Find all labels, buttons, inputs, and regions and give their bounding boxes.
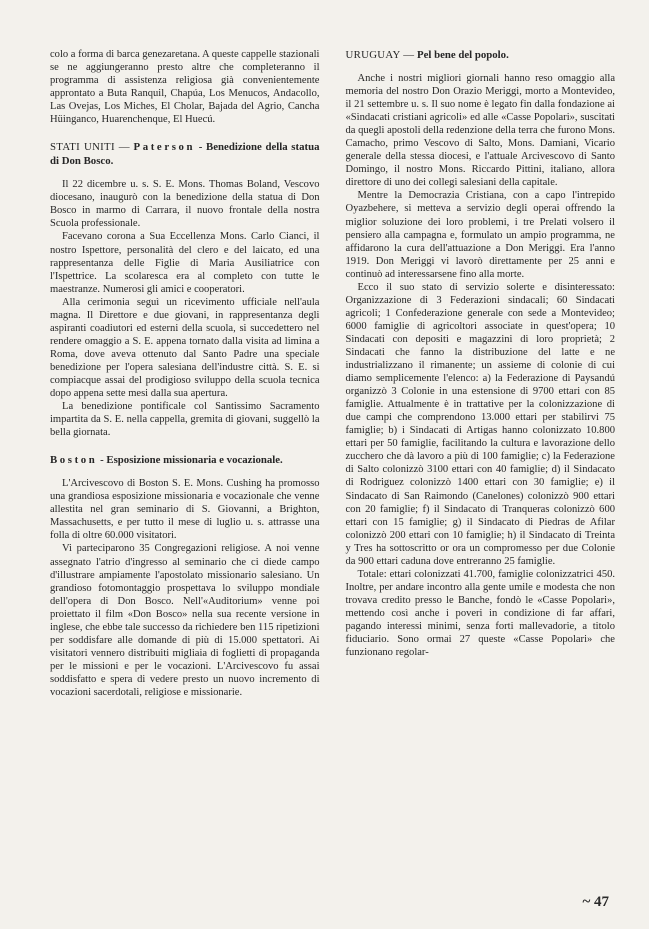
paragraph: Il 22 dicembre u. s. S. E. Mons. Thomas Boland, Vescovo diocesano, inaugurò con la benedizione della statua di Don Bosco in marmo di Carrara, il nuovo frontale della nostra Scuola professionale.: [50, 179, 320, 230]
paragraph: Totale: ettari colonizzati 41.700, famiglie colonizzatrici 450. Inoltre, per andare incontro alla gente umile e modesta che non trovava credito presso le Banche, fondò le «Casse Popolari», mettendo così anche i poveri in condizione di far affari, pagando interessi minimi, senza forti mallevadorie, a titolo fiduciario. Sono ormai 27 queste «Casse Popolari» che funzionano regolar-: [345, 568, 615, 659]
section-heading-stati-uniti-paterson: [50, 140, 320, 168]
paragraph: Vi parteciparono 35 Congregazioni religiose. A noi venne assegnato l'atrio d'ingresso al seminario che ci diede campo d'illustrare ampiamente l'apostolato missionario salesiano. Un grandioso fotomontaggio prospettava lo sviluppo mondiale dell'opera di Don Bosco. Nell'«Auditorium» venne poi proiettato il film «Don Bosco» nella sua recente versione in inglese, che ebbe tale successo da richiedere ben 115 ripetizioni per soddisfare alle domande di più di 15.000 spettatori. Ai visitatori vennero distribuiti migliaia di foglietti di propaganda per le missioni e per le vocazioni. L'Arcivescovo fu assai soddisfatto e spera di vedere presto un nuovo incremento di vocazioni sacerdotali, religiose e missionarie.: [50, 543, 320, 698]
section-heading-uruguay: [346, 48, 616, 62]
section-heading-boston: [50, 453, 320, 467]
paragraph: Anche i nostri migliori giornali hanno reso omaggio alla memoria del nostro Don Orazio Meriggi, morto a Montevideo, il 21 settembre u. s. Il suo nome è legato fin dalla fondazione ai «Sindacati cristiani agricoli» ed alle «Casse Popolari», suscitati da quegli apostoli della redenzione della terra che furono Mons. Camacho, primo Vescovo di Salto, Mons. Damiani, Vicario generale della stessa diocesi, e l'attuale Arcivescovo di Santo Domingo, il nostro Mons. Riccardo Pittini, italiano, allora direttore di uno dei collegi salesiani della capitale.: [345, 73, 615, 189]
left-column: [50, 48, 320, 699]
heading-title: - Benedizione della statua di Don Bosco.: [50, 141, 320, 168]
heading-title: - Esposizione missionaria e vocazionale.: [100, 454, 283, 467]
paragraph: Ecco il suo stato di servizio solerte e disinteressato: Organizzazione di 3 Federazioni sindacali; 60 Sindacati agricoli; 1 Confederazione generale con sede a Montevideo; 6000 famiglie di agricoltori associate in quest'opera; 10 Sindacati con depositi e magazzini di loro proprietà; 2 Sindacati che fanno la distribuzione del latte e ne industrializzano il rimanente; un assieme di colonie di cui diamo semplicemente l'elenco: a) la Federazione di Paysandú organizzò 3 Colonie in una estensione di 9700 ettari con 85 famiglie. Attualmente è in trattative per la colonizzazione di due campi che comprendono 13.000 ettari per stabilirvi 75 famiglie; b) i Sindacati di Artigas hanno colonizzato 10.800 ettari per 50 famiglie, facilitando la cultura e lavorazione dello zucchero che dà lavoro a più di 100 famiglie; c) la Federazione di Salto colonizzò 3100 ettari con 40 famiglie; d) il Sindacato di Rodriguez colonizzò 1400 ettari con 30 famiglie; e) il Sindacato di San Raimondo (Canelones) colonizzò 900 ettari con 20 famiglie; f) il Sindacato di Tranqueras colonizzò 600 ettari con 15 famiglie; g) il Sindacato di Piedras de Afilar colonizzò 200 ettari con 10 famiglie; h) il Sindacato di Treinta y Tres ha sottoscritto or ora un compromesso per due Colonie da 900 ettari caduna dove entreranno 25 famiglie.: [345, 281, 615, 567]
heading-place: STATI UNITI —: [50, 141, 130, 154]
two-column-layout: [50, 48, 615, 699]
paragraph: Mentre la Democrazia Cristiana, con a capo l'intrepido Oyazbehere, si metteva a servizio degli operai offrendo la miglior soluzione dei loro problemi, i tre Prelati volsero il pensiero alla campagna e, formulato un ampio programma, ne affidarono la cura dell'attuazione a Don Meriggi. Era l'anno 1919. Don Meriggi vi lavorò direttamente per 25 anni e continuò ad interessarsene fino alla morte.: [345, 190, 615, 280]
heading-city: Boston: [50, 454, 98, 467]
heading-title: Pel bene del popolo.: [417, 49, 509, 61]
page-number: ~ 47: [582, 894, 609, 910]
paragraph: Alla cerimonia seguì un ricevimento ufficiale nell'aula magna. Il Direttore e due giovani, in rappresentanza degli aspiranti coadiutori ed esterni della scuola, si succedettero nel rendere omaggio a S. E. appena tornato dalla visita ad limina a Roma, dove aveva ottenuto dal Santo Padre una speciale benedizione per l'opera salesiana dell'industre città. S. E. si compiacque assai del prodigioso sviluppo della scuola tecnica dopo appena sette mesi dalla sua apertura.: [50, 296, 320, 400]
paragraph: Facevano corona a Sua Eccellenza Mons. Carlo Cianci, il nostro Ispettore, personalità del clero e del laicato, ed una rappresentanza delle Figlie di Maria Ausiliatrice con l'Ispettrice. La scolaresca era al completo con tutte le maestranze. Numerosi gli amici e cooperatori.: [50, 231, 320, 295]
heading-place: URUGUAY —: [345, 49, 415, 61]
paragraph: La benedizione pontificale col Santissimo Sacramento impartita da S. E. nella cappella, gremita di giovani, suggellò la bella giornata.: [50, 401, 320, 439]
heading-city: Paterson: [133, 141, 196, 154]
right-column: [346, 48, 616, 699]
paragraph: L'Arcivescovo di Boston S. E. Mons. Cushing ha promosso una grandiosa esposizione missionaria e vocazionale che venne allestita nel gran seminario di S. Giovanni, a Brighton, Massachusetts, e per tutto il mese di luglio u. s. attrasse una folla di oltre 60.000 visitatori.: [50, 478, 320, 542]
paragraph: colo a forma di barca genezaretana. A queste cappelle stazionali se ne aggiungeranno presto altre che completeranno il programma di assistenza religiosa già convenientemente approntato a Buta Ranquil, Chapúa, Los Menucos, Andacollo, Las Ovejas, Los Miches, El Cholar, Bajada del Agrio, Cancha Hüinganco, Huarenchenque, El Huecú.: [50, 49, 320, 126]
